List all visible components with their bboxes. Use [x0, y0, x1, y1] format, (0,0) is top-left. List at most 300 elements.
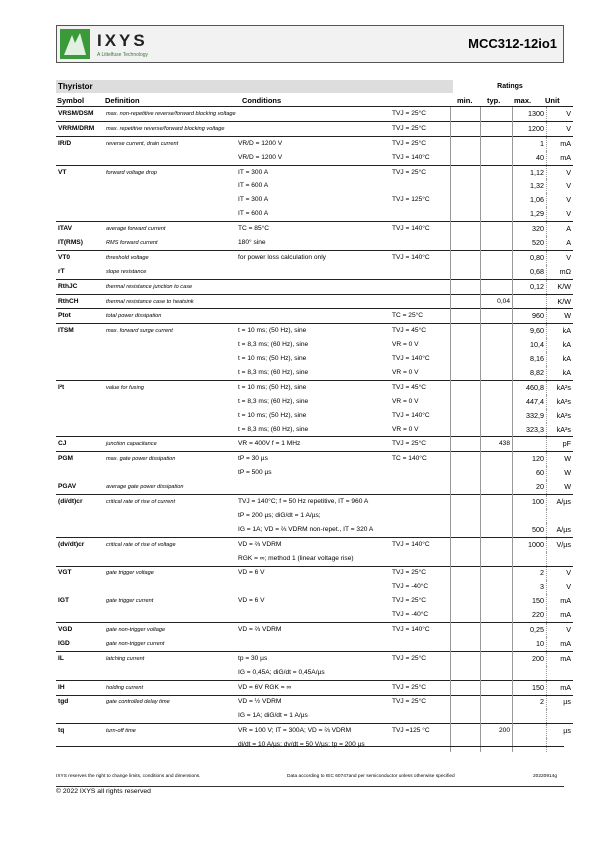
cell-con [236, 294, 390, 309]
cell-max: 60 [513, 466, 547, 480]
cell-unit: mA [547, 594, 574, 608]
cell-min [451, 623, 481, 637]
cell-typ [481, 222, 513, 236]
cell-tj [390, 207, 451, 221]
table-row [56, 695, 573, 709]
cell-con [236, 265, 390, 279]
table-row [56, 366, 573, 380]
cell-sym [56, 580, 104, 594]
cell-max: 8,82 [513, 366, 547, 380]
cell-unit: µs [547, 695, 574, 709]
cell-unit: A/µs [547, 523, 574, 537]
cell-def: threshold voltage [104, 250, 236, 264]
cell-tj: TVJ =125 °C [390, 724, 451, 738]
cell-typ [481, 136, 513, 150]
cell-con: VR/D = 1200 V [238, 153, 283, 161]
cell-unit: V [547, 107, 574, 122]
cell-def: max. gate power dissipation [104, 452, 236, 466]
cell-tj [390, 179, 451, 193]
cell-def: forward voltage drop [104, 165, 236, 179]
table-row [56, 537, 573, 551]
cell-con: t = 10 ms; (50 Hz), sine [238, 355, 307, 363]
cell-sym [56, 366, 104, 380]
cell-def: critical rate of rise of current [104, 495, 236, 509]
cell-typ [481, 537, 513, 551]
cell-max: 0,12 [513, 279, 547, 294]
cell-tj [390, 279, 451, 294]
cell-def [104, 423, 236, 437]
cell-con: t = 8,3 ms; (60 Hz), sine [238, 368, 309, 376]
cell-min [451, 265, 481, 279]
col-min: min. [457, 96, 473, 105]
cell-max: 1300 [513, 107, 547, 122]
cell-min [451, 509, 481, 523]
cell-min [451, 580, 481, 594]
cell-min [451, 608, 481, 622]
cell-max: 100 [513, 495, 547, 509]
cell-min [451, 338, 481, 352]
table-row [56, 452, 573, 466]
cell-tj [390, 523, 451, 537]
cell-def: max. non-repetitive reverse/forward blocking voltage [104, 107, 236, 122]
cell-tj: TVJ = 25°C [390, 136, 451, 150]
cell-typ [481, 637, 513, 651]
cell-con: tp = 30 µs [236, 651, 390, 665]
cell-min [451, 179, 481, 193]
table-row [56, 250, 573, 264]
table-row [56, 179, 573, 193]
cell-min [451, 709, 481, 723]
table-row [56, 495, 573, 509]
cell-sym [56, 338, 104, 352]
cell-min [451, 437, 481, 452]
cell-typ [481, 207, 513, 221]
cell-unit [547, 666, 574, 680]
cell-unit: V [547, 207, 574, 221]
cell-def: gate non-trigger current [106, 640, 165, 647]
cell-def: gate trigger voltage [104, 566, 236, 580]
table-row [56, 509, 573, 523]
cell-typ [481, 265, 513, 279]
cell-tj: TVJ = 140°C [390, 250, 451, 264]
cell-unit: A/µs [547, 495, 574, 509]
cell-unit: V/µs [547, 537, 574, 551]
cell-max [513, 709, 547, 723]
cell-def [104, 552, 236, 566]
table-row [56, 566, 573, 580]
table-row [56, 724, 573, 738]
cell-typ [481, 423, 513, 437]
cell-max: 1 [513, 136, 547, 150]
cell-con: VD = 6 V [236, 566, 390, 580]
cell-min [451, 250, 481, 264]
footer-rule [56, 786, 564, 787]
cell-unit: W [547, 452, 574, 466]
table-row [56, 680, 573, 695]
cell-tj [390, 709, 451, 723]
cell-unit: mA [547, 608, 574, 622]
cell-sym: IR/D [56, 136, 104, 150]
cell-min [451, 151, 481, 165]
cell-def [104, 352, 236, 366]
col-typ: typ. [487, 96, 501, 105]
cell-sym [56, 179, 104, 193]
cell-min [451, 680, 481, 695]
cell-tj: VR = 0 V [392, 397, 419, 405]
cell-tj: TVJ = 25°C [392, 597, 426, 605]
cell-sym [56, 423, 104, 437]
table-row [56, 623, 573, 637]
cell-unit: K/W [547, 294, 574, 309]
table-row [56, 409, 573, 423]
cell-sym: VT0 [56, 250, 104, 264]
cell-sym: VT [56, 165, 104, 179]
cell-max: 1,29 [513, 207, 547, 221]
cell-max [513, 294, 547, 309]
cell-sym [56, 409, 104, 423]
table-row [56, 395, 573, 409]
cell-typ [481, 409, 513, 423]
cell-con [236, 121, 390, 136]
cell-typ [481, 651, 513, 665]
cell-sym: IH [56, 680, 104, 695]
cell-con: di/dt = 10 A/µs; dv/dt = 50 V/µs; tp = 200 µs [238, 741, 365, 749]
cell-unit [547, 709, 574, 723]
cell-min [451, 165, 481, 179]
cell-unit: kA²s [547, 423, 574, 437]
cell-typ: 438 [481, 437, 513, 452]
cell-typ [481, 179, 513, 193]
cell-min [451, 651, 481, 665]
cell-typ [481, 680, 513, 695]
table-row [56, 380, 573, 394]
table-row [56, 709, 573, 723]
part-number: MCC312-12io1 [468, 36, 557, 51]
cell-min [451, 222, 481, 236]
cell-sym [56, 193, 104, 207]
section-header [56, 80, 564, 93]
cell-min [451, 193, 481, 207]
cell-min [451, 724, 481, 738]
cell-tj: VR = 0 V [392, 425, 419, 433]
cell-max: 2 [513, 695, 547, 709]
cell-unit: mA [547, 680, 574, 695]
cell-sym [56, 709, 104, 723]
cell-min [451, 309, 481, 324]
cell-con: IG = 1A; VD = ⅔ VDRM non-repet., IT = 320 A [238, 525, 374, 533]
cell-typ [481, 566, 513, 580]
cell-tj: TVJ = 25°C [390, 107, 451, 122]
cell-max: 0,25 [513, 623, 547, 637]
cell-min [451, 495, 481, 509]
ratings-label: Ratings [497, 83, 523, 90]
cell-max: 40 [513, 151, 547, 165]
cell-con: TC = 85°C [236, 222, 390, 236]
cell-min [451, 294, 481, 309]
cell-def [104, 409, 236, 423]
cell-tj: TVJ = 25°C [390, 680, 451, 695]
cell-unit: kA²s [547, 395, 574, 409]
cell-min [451, 207, 481, 221]
table-row [56, 466, 573, 480]
cell-def: max. repetitive reverse/forward blocking voltage [104, 121, 236, 136]
cell-max: 3 [513, 580, 547, 594]
table-row [56, 594, 573, 608]
cell-max: 10 [513, 637, 547, 651]
cell-typ [481, 279, 513, 294]
cell-tj [390, 495, 451, 509]
cell-typ [481, 309, 513, 324]
cell-def [104, 709, 236, 723]
cell-con: t = 8,3 ms; (60 Hz), sine [238, 341, 309, 349]
cell-unit: W [547, 480, 574, 494]
cell-sym [56, 151, 104, 165]
table-row [56, 637, 573, 651]
cell-min [451, 695, 481, 709]
cell-tj [390, 265, 451, 279]
cell-con: IT = 300 A [236, 165, 390, 179]
cell-sym: VGT [56, 566, 104, 580]
cell-def: turn-off time [104, 724, 236, 738]
cell-tj: TVJ = 140°C [390, 537, 451, 551]
cell-max [513, 437, 547, 452]
cell-def: max. forward surge current [104, 324, 236, 338]
cell-min [451, 552, 481, 566]
cell-typ [481, 580, 513, 594]
cell-tj: TVJ = 45°C [390, 380, 451, 394]
cell-con: IT = 300 A [238, 196, 269, 204]
cell-max: 220 [513, 608, 547, 622]
table-row [56, 265, 573, 279]
cell-tj [390, 294, 451, 309]
cell-typ [481, 709, 513, 723]
cell-unit: kA²s [547, 409, 574, 423]
cell-con [236, 580, 390, 594]
cell-typ [481, 695, 513, 709]
cell-typ [481, 666, 513, 680]
table-row [56, 279, 573, 294]
cell-tj: TVJ = -40°C [392, 611, 429, 619]
cell-max: 2 [513, 566, 547, 580]
cell-min [451, 236, 481, 250]
cell-max: 1,12 [513, 165, 547, 179]
cell-min [451, 594, 481, 608]
cell-def [104, 193, 236, 207]
cell-max: 1200 [513, 121, 547, 136]
cell-max: 20 [513, 480, 547, 494]
cell-sym [56, 523, 104, 537]
cell-unit: V [547, 566, 574, 580]
cell-con: TVJ = 140°C; f = 50 Hz repetitive, IT = 960 A [236, 495, 390, 509]
cell-def: RMS forward current [106, 239, 158, 246]
cell-min [451, 452, 481, 466]
cell-typ [481, 380, 513, 394]
table-row [56, 136, 573, 150]
cell-def: gate trigger current [106, 598, 154, 605]
cell-con: VR = 100 V; IT = 300A; VD = ⅔ VDRM [236, 724, 390, 738]
table-row [56, 121, 573, 136]
cell-sym [56, 552, 104, 566]
cell-def [104, 509, 236, 523]
cell-def: thermal resistance junction to case [104, 279, 236, 294]
cell-min [451, 423, 481, 437]
cell-unit: V [547, 250, 574, 264]
cell-min [451, 666, 481, 680]
cell-typ [481, 193, 513, 207]
cell-typ [481, 366, 513, 380]
cell-min [451, 366, 481, 380]
cell-min [451, 523, 481, 537]
cell-unit: A [547, 222, 574, 236]
cell-max: 960 [513, 309, 547, 324]
cell-sym: PGM [56, 452, 104, 466]
cell-tj [390, 552, 451, 566]
cell-unit: kA [547, 324, 574, 338]
cell-def: latching current [104, 651, 236, 665]
cell-tj: TVJ = 25°C [390, 165, 451, 179]
cell-con [236, 309, 390, 324]
cell-def [104, 466, 236, 480]
table-row [56, 151, 573, 165]
cell-con: IT = 600 A [238, 210, 269, 218]
table-row [56, 193, 573, 207]
cell-unit: V [547, 179, 574, 193]
cell-tj [390, 480, 451, 494]
cell-min [451, 466, 481, 480]
brand-name: IXYS [97, 31, 148, 50]
cell-max: 9,60 [513, 324, 547, 338]
cell-tj [390, 666, 451, 680]
cell-min [451, 637, 481, 651]
cell-typ [481, 608, 513, 622]
spec-table [56, 106, 573, 752]
table-row [56, 608, 573, 622]
cell-max [513, 666, 547, 680]
cell-def [104, 179, 236, 193]
cell-def: holding current [104, 680, 236, 695]
cell-con: 180° sine [238, 238, 266, 246]
cell-con: VR/D = 1200 V [236, 136, 390, 150]
cell-tj: VR = 0 V [392, 341, 419, 349]
cell-max: 447,4 [513, 395, 547, 409]
col-unit: Unit [545, 96, 560, 105]
cell-def [104, 580, 236, 594]
table-row [56, 338, 573, 352]
cell-unit: kA²s [547, 380, 574, 394]
cell-unit: W [547, 466, 574, 480]
cell-min [451, 380, 481, 394]
cell-typ [481, 623, 513, 637]
cell-unit: W [547, 309, 574, 324]
cell-def [104, 666, 236, 680]
col-conditions: Conditions [242, 96, 282, 105]
cell-typ [481, 107, 513, 122]
cell-con: IG = 0,45A; diG/dt = 0,45A/µs [238, 668, 325, 676]
cell-con: VD = ⅔ VDRM [236, 623, 390, 637]
cell-con: VD = ½ VDRM [236, 695, 390, 709]
cell-def: gate non-trigger voltage [104, 623, 236, 637]
cell-tj: TVJ = -40°C [392, 583, 429, 591]
cell-typ: 0,04 [481, 294, 513, 309]
cell-con: IG = 1A; diG/dt = 1 A/µs [238, 712, 308, 720]
cell-unit: mA [547, 151, 574, 165]
cell-con: t = 10 ms; (50 Hz), sine [236, 324, 390, 338]
cell-tj: VR = 0 V [392, 368, 419, 376]
col-definition: Definition [105, 96, 140, 105]
cell-con: t = 8,3 ms; (60 Hz), sine [238, 425, 309, 433]
cell-sym: I²t [56, 380, 104, 394]
cell-unit: mA [547, 136, 574, 150]
ixys-logo-icon [60, 29, 90, 59]
cell-def [104, 151, 236, 165]
header-bar [56, 25, 564, 63]
cell-min [451, 121, 481, 136]
table-row [56, 580, 573, 594]
cell-tj: TVJ = 25°C [390, 121, 451, 136]
cell-def: junction capacitance [104, 437, 236, 452]
cell-con: tP = 30 µs [236, 452, 390, 466]
cell-tj [390, 637, 451, 651]
cell-con [236, 107, 390, 122]
footer-code: 20220914g [533, 774, 558, 779]
cell-min [451, 107, 481, 122]
cell-max: 460,8 [513, 380, 547, 394]
cell-tj [390, 236, 451, 250]
cell-unit: V [547, 121, 574, 136]
footer-standard: Data according to IEC 60747and per semiconductor unless otherwise specified [287, 774, 455, 779]
cell-unit: mΩ [547, 265, 574, 279]
cell-sym: (di/dt)cr [56, 495, 104, 509]
cell-tj: TVJ = 25°C [390, 566, 451, 580]
cell-sym: VRSM/DSM [56, 107, 104, 122]
cell-sym: RthCH [56, 294, 104, 309]
cell-con: VD = ⅔ VDRM [236, 537, 390, 551]
cell-max: 320 [513, 222, 547, 236]
cell-tj: TVJ = 25°C [390, 695, 451, 709]
cell-sym: VGD [56, 623, 104, 637]
cell-min [451, 395, 481, 409]
table-row [56, 294, 573, 309]
cell-max: 0,80 [513, 250, 547, 264]
table-row [56, 352, 573, 366]
cell-max: 1000 [513, 537, 547, 551]
table-row [56, 324, 573, 338]
cell-typ [481, 395, 513, 409]
cell-sym: IGD [58, 639, 70, 647]
table-row [56, 222, 573, 236]
cell-def [104, 366, 236, 380]
cell-def: total power dissipation [104, 309, 236, 324]
cell-def: thermal resistance case to heatsink [104, 294, 236, 309]
cell-unit: kA [547, 366, 574, 380]
cell-sym: VRRM/DRM [56, 121, 104, 136]
cell-tj: TVJ = 140°C [390, 623, 451, 637]
cell-unit: V [547, 165, 574, 179]
cell-con: VD = 6 V [238, 597, 265, 605]
cell-max: 1,06 [513, 193, 547, 207]
cell-typ: 200 [481, 724, 513, 738]
cell-def: average forward current [104, 222, 236, 236]
cell-con: VD = 6V RGK = ∞ [236, 680, 390, 695]
cell-unit [547, 552, 574, 566]
cell-min [451, 352, 481, 366]
cell-con: for power loss calculation only [236, 250, 390, 264]
section-title: Thyristor [58, 82, 93, 91]
cell-max: 150 [513, 680, 547, 695]
cell-con: RGK = ∞; method 1 (linear voltage rise) [238, 554, 354, 562]
cell-sym: rT [58, 267, 65, 275]
cell-con: t = 8,3 ms; (60 Hz), sine [238, 397, 309, 405]
